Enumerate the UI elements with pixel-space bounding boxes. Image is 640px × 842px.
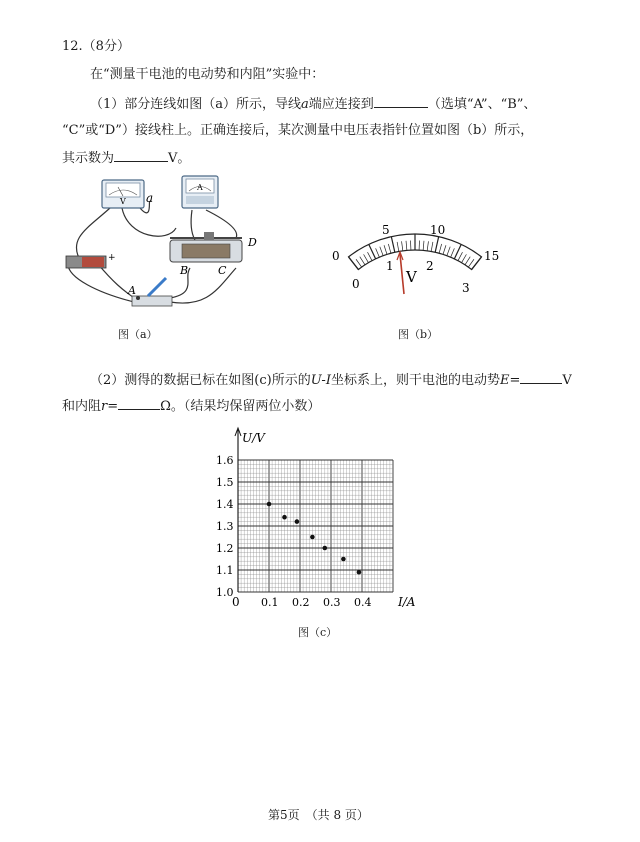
dial-tick (451, 248, 455, 257)
part2-var-r: r (101, 399, 108, 414)
part2-text-c: = (509, 373, 521, 388)
chart-x-axis-label: I/A (398, 595, 416, 609)
dial-tick (388, 244, 391, 253)
y-tick-label: 1.6 (216, 454, 234, 467)
dial-tick (435, 237, 439, 253)
dial-outer-label-15: 15 (484, 249, 500, 263)
y-tick-label: 1.4 (216, 498, 234, 511)
y-tick-label: 1.2 (216, 542, 234, 555)
dial-tick (360, 257, 365, 265)
dial-tick (402, 241, 403, 251)
part1-var-a: a (301, 97, 309, 112)
dial-tick (468, 259, 474, 267)
data-point (295, 519, 300, 524)
dial-tick (439, 244, 442, 253)
dial-tick (356, 259, 362, 267)
y-tick-label: 1.5 (216, 476, 234, 489)
dial-tick (462, 254, 467, 262)
question-number: 12.（8分） (62, 39, 130, 54)
chart-points (267, 502, 362, 575)
answer-blank-emf[interactable] (520, 370, 562, 384)
figure-a-circuit (58, 168, 278, 318)
chart-grid (235, 428, 393, 592)
part1-line3-b: V。 (168, 151, 191, 166)
dial-inner-label-0: 0 (352, 277, 360, 291)
ammeter (182, 176, 218, 208)
voltmeter-label: V (120, 197, 126, 206)
dial-tick (406, 241, 407, 251)
chart-y-axis-label: U/V (242, 431, 265, 445)
dial-outer-label-5: 5 (382, 223, 390, 237)
answer-blank-terminal[interactable] (374, 94, 428, 108)
voltmeter (102, 180, 144, 208)
dial-tick (427, 241, 428, 251)
battery-plus-label: + (108, 253, 116, 263)
part1-line3-a: 其示数为 (62, 151, 115, 166)
part2-line1 (90, 370, 572, 390)
dial-tick (465, 257, 470, 265)
switch (127, 278, 172, 306)
terminal-d-label: D (248, 236, 257, 249)
part1-line1 (90, 94, 536, 114)
data-point (341, 557, 346, 562)
figure-c-chart (200, 420, 430, 616)
figure-c-caption: 图（c） (298, 626, 338, 639)
dial-tick (368, 252, 372, 260)
dial-tick (423, 241, 424, 251)
wire-a-label: a (146, 191, 154, 205)
part2-var-ui: U-I (310, 373, 331, 388)
figure-b-dial (320, 212, 510, 302)
part2-text-d: V (562, 373, 572, 388)
dial-tick (364, 254, 369, 262)
part2-text-b: 坐标系上，则干电池的电动势 (330, 373, 500, 388)
dial-needle (400, 254, 404, 294)
dial-tick (472, 257, 482, 270)
figure-a-caption: 图（a） (118, 328, 158, 341)
battery (66, 253, 116, 268)
data-point (282, 515, 287, 520)
data-point (310, 535, 315, 540)
data-point (357, 570, 362, 575)
dial-tick (458, 252, 462, 260)
part2-line2-a: 和内阻 (62, 399, 102, 414)
part2-text-a: （2）测得的数据已标在如图(c)所示的 (90, 373, 311, 388)
part1-text-a: （1）部分连线如图（a）所示，导线 (90, 97, 302, 112)
part1-line2: “C”或“D”）接线柱上。正确连接后，某次测量中电压表指针位置如图（b）所示， (62, 123, 534, 138)
dial-tick (380, 247, 383, 256)
dial-outer-label-0: 0 (332, 249, 340, 263)
terminal-a-label: A (128, 284, 136, 297)
figure-b-caption: 图（b） (398, 328, 439, 341)
dial-outer-label-10: 10 (430, 223, 446, 237)
answer-blank-voltage[interactable] (114, 148, 168, 162)
chart-origin-label: 0 (232, 595, 240, 609)
y-tick-label: 1.0 (216, 586, 234, 599)
dial-scale (349, 234, 482, 270)
part2-var-e: E (499, 373, 510, 388)
dial-inner-label-3: 3 (462, 281, 470, 295)
answer-blank-resistance[interactable] (118, 396, 160, 410)
ammeter-label: A (197, 183, 203, 192)
dial-tick (447, 247, 450, 256)
data-point (323, 546, 328, 551)
dial-tick (376, 248, 380, 257)
dial-tick (397, 242, 399, 251)
dial-tick (391, 237, 395, 253)
part1-text-b: 端应连接到 (308, 97, 374, 112)
page-footer: 第5页 （共 8 页） (268, 808, 369, 822)
part1-line3 (62, 148, 190, 168)
dial-inner-label-2: 2 (426, 259, 434, 273)
dial-tick (384, 245, 387, 254)
dial-unit-label: V (406, 268, 417, 286)
x-tick-label: 0.3 (323, 596, 341, 609)
part1-text-c: （选填“A”、“B”、 (427, 97, 537, 112)
dial-tick (431, 242, 433, 251)
part2-line2-b: = (107, 399, 119, 414)
x-tick-label: 0.1 (261, 596, 279, 609)
question-intro: 在“测量干电池的电动势和内阻”实验中： (90, 67, 325, 82)
part2-line2 (62, 396, 320, 416)
y-tick-label: 1.3 (216, 520, 234, 533)
part2-line2-c: Ω。（结果均保留两位小数） (160, 399, 321, 414)
x-tick-label: 0.4 (354, 596, 372, 609)
y-tick-label: 1.1 (216, 564, 234, 577)
x-tick-label: 0.2 (292, 596, 310, 609)
data-point (267, 502, 272, 507)
terminal-b-label: B (180, 264, 189, 277)
terminal-c-label: C (218, 264, 227, 277)
rheostat (170, 232, 257, 277)
dial-inner-label-1: 1 (386, 259, 394, 273)
dial-tick (349, 257, 359, 270)
dial-tick (443, 245, 446, 254)
